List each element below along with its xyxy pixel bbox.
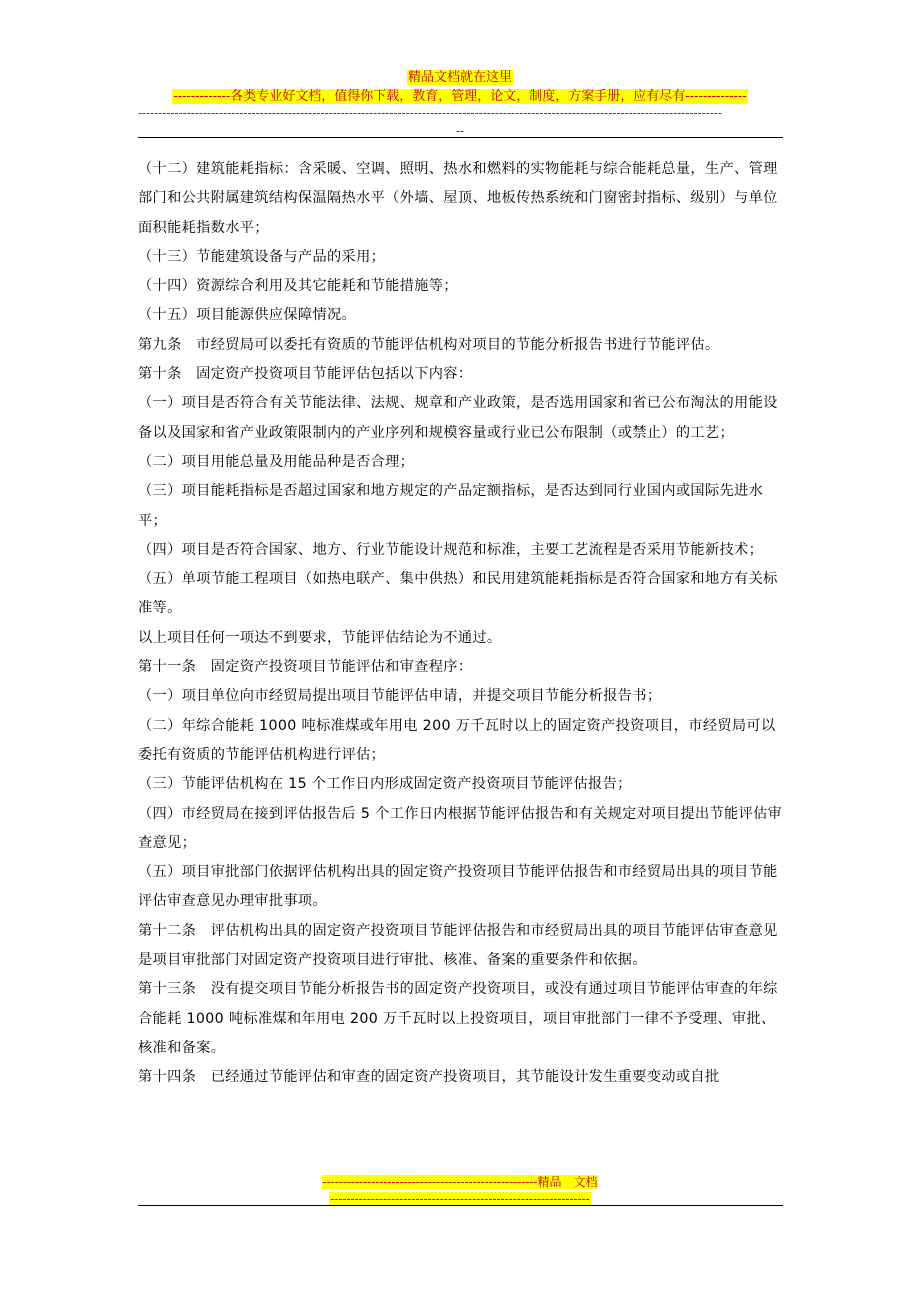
paragraph: （四）市经贸局在接到评估报告后 5 个工作日内根据节能评估报告和有关规定对项目提出节能评估审查意见； [138,805,783,851]
paragraph: 第十三条 没有提交项目节能分析报告书的固定资产投资项目，或没有通过项目节能评估审查的年综合能耗 1000 吨标准煤和年用电 200 万千瓦时以上投资项目，项目审批部门一律不予受理、审批、核准和备案。 [138,981,778,1056]
paragraph: （十三）节能建筑设备与产品的采用； [138,248,386,265]
footer-line-2: ---------------------------------------------------------------- [330,1192,590,1206]
paragraph: 第十二条 评估机构出具的固定资产投资项目节能评估报告和市经贸局出具的项目节能评估审查意见是项目审批部门对固定资产投资项目进行审批、核准、备案的重要条件和依据。 [138,922,778,969]
footer-rule [138,1205,783,1206]
paragraph: 第十条 固定资产投资项目节能评估包括以下内容： [138,366,473,383]
paragraph: （一）项目是否符合有关节能法律、法规、规章和产业政策，是否选用国家和省已公布淘汰的用能设备以及国家和省产业政策限制内的产业序列和规模容量或行业已公布限制（或禁止）的工艺； [138,395,778,441]
document-body [138,155,788,1093]
paragraph: 第十四条 已经通过节能评估和审查的固定资产投资项目，其节能设计发生重要变动或自批 [138,1069,720,1086]
paragraph: （一）项目单位向市经贸局提出项目节能评估申请，并提交项目节能分析报告书； [138,688,662,705]
paragraph: （三）项目能耗指标是否超过国家和地方规定的产品定额指标，是否达到同行业国内或国际先进水平； [138,483,764,529]
header-title: 精品文档就在这里 [407,70,512,85]
paragraph: （二）年综合能耗 1000 吨标准煤或年用电 200 万千瓦时以上的固定资产投资项目，市经贸局可以委托有资质的节能评估机构进行评估； [138,717,776,763]
paragraph: 第十一条 固定资产投资项目节能评估和审查程序： [138,659,473,676]
paragraph: （五）项目审批部门依据评估机构出具的固定资产投资项目节能评估报告和市经贸局出具的项目节能评估审查意见办理审批事项。 [138,864,778,910]
paragraph: （十五）项目能源供应保障情况。 [138,307,357,324]
header [0,66,920,86]
footer-line-1: -----------------------------------------------------精品 文档 [322,1175,598,1189]
paragraph: （四）项目是否符合国家、地方、行业节能设计规范和标准，主要工艺流程是否采用节能新技术； [138,541,764,558]
paragraph: 以上项目任何一项达不到要求，节能评估结论为不通过。 [138,629,502,646]
header-banner: -------------各类专业好文档，值得你下载，教育，管理，论文，制度，方案手册，应有尽有-------------- [173,89,747,104]
paragraph: （二）项目用能总量及用能品种是否合理； [138,453,415,470]
paragraph: （三）节能评估机构在 15 个工作日内形成固定资产投资项目节能评估报告； [138,776,632,793]
paragraph: （五）单项节能工程项目（如热电联产、集中供热）和民用建筑能耗指标是否符合国家和地方有关标准等。 [138,571,778,617]
header-banner-row [0,85,920,105]
paragraph: （十四）资源综合利用及其它能耗和节能措施等； [138,278,458,295]
header-dash-line-2: -- [455,124,465,138]
header-dash-line: ------------------------------------------------------------------------------------------------------------------------------------------------ [138,106,722,120]
paragraph: （十二）建筑能耗指标：含采暖、空调、照明、热水和燃料的实物能耗与综合能耗总量，生产、管理部门和公共附属建筑结构保温隔热水平（外墙、屋顶、地板传热系统和门窗密封指标、级别）与单位面积能耗指数水平； [138,161,778,236]
paragraph: 第九条 市经贸局可以委托有资质的节能评估机构对项目的节能分析报告书进行节能评估。 [138,336,720,353]
header-rule [138,137,783,138]
